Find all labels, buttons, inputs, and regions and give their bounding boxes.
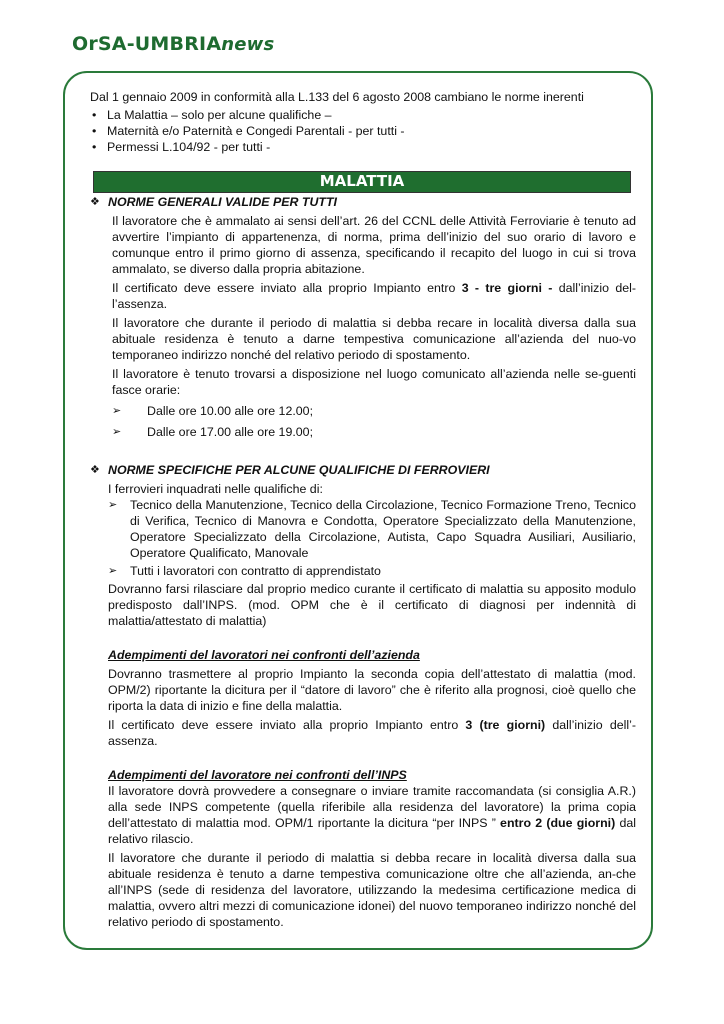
arrow-bullet-icon: ➢ [112, 405, 122, 417]
azienda-heading: Adempimenti del lavoratori nei confronti dell’azienda [108, 648, 420, 662]
general-paragraph: Il lavoratore che durante il periodo di malattia si debba recare in località diversa dalla sua abituale residenza è tenuto a darne tempestiva comunicazione all’azienda del nuo-vo temporaneo indirizzo nonché del relativo periodo di spostamento. [112, 316, 636, 362]
arrow-bullet-icon: ➢ [112, 426, 122, 438]
time-slot-text: Dalle ore 10.00 alle ore 12.00; [147, 404, 314, 418]
diamond-bullet-icon: ❖ [90, 464, 100, 476]
general-rules-heading [90, 194, 636, 210]
brand-main: OrSA-UMBRIA [72, 33, 222, 55]
text-span: dall’inizio dell’-assenza. [108, 718, 637, 748]
general-paragraph: Il lavoratore che è ammalato ai sensi dell’art. 26 del CCNL delle Attività Ferroviarie è tenuto ad avvertire l’impianto di appartenenza, di norma, prima dell’inizio del suo orario di lavoro e comunque entro il primo giorno di assenza, specificando il recapito del luogo in cui si trova ammalato, se diverso dalla propria abitazione. [112, 214, 636, 276]
specific-paragraph: Dovranno farsi rilasciare dal proprio medico curante il certificato di malattia su apposito modulo predisposto dall’INPS. (mod. OPM che è il certificato di diagnosi per indennità di malattia/attestato di malattia) [108, 582, 636, 628]
intro-list [90, 107, 636, 155]
general-paragraph [112, 280, 636, 312]
inps-paragraph: Il lavoratore che durante il periodo di malattia si debba recare in località diversa dalla sua abituale residenza è tenuto a darne tempestiva comunicazione oltre che all’azienda, an-che all’INPS (sede di residenza del lavoratore, utilizzando la medesima certificazione medica di malattia, ovvero altri mezzi di comunicazione idonei) del nuovo temporaneo indirizzo nonché del relativo periodo di spostamento. [108, 851, 636, 929]
general-paragraph: Il lavoratore è tenuto trovarsi a disposizione nel luogo comunicato all’azienda nelle se-guenti fasce orarie: [112, 367, 636, 397]
specific-rules-block [90, 481, 636, 930]
time-slot-text: Dalle ore 17.00 alle ore 19.00; [147, 425, 314, 439]
intro-bullet: • Maternità e/o Paternità e Congedi Parentali - per tutti - [90, 123, 636, 139]
deadline-bold: entro 2 (due giorni) [500, 816, 616, 830]
specific-rules-heading [90, 462, 636, 478]
specific-intro: I ferrovieri inquadrati nelle qualifiche di: [108, 482, 323, 496]
text-span: dal relativo rilascio. [108, 816, 636, 846]
general-rules-title: NORME GENERALI VALIDE PER TUTTI [108, 195, 338, 209]
arrow-bullet-icon: ➢ [108, 565, 118, 577]
qualification-item [108, 563, 636, 579]
text-span: dall’inizio del-l’assenza. [112, 281, 637, 311]
deadline-bold: 3 - tre giorni - [461, 281, 553, 295]
document-body [90, 89, 636, 930]
inps-heading: Adempimenti del lavoratore nei confronti dell’INPS [108, 768, 407, 782]
text-span: Il certificato deve essere inviato alla proprio Impianto entro [112, 281, 462, 295]
intro-bullet: • Permessi L.104/92 - per tutti - [90, 139, 636, 155]
qualification-text: Tutti i lavoratori con contratto di apprendistato [130, 564, 381, 578]
intro-lead: Dal 1 gennaio 2009 in conformità alla L.133 del 6 agosto 2008 cambiano le norme inerenti [90, 90, 584, 104]
inps-paragraph [108, 783, 636, 847]
time-slot-item [112, 424, 636, 440]
azienda-paragraph: Dovranno trasmettere al proprio Impianto la seconda copia dell’attestato di malattia (mod. OPM/2) riportante la dicitura per il “datore di lavoro” che è riferito alla prognosi, cioè quello che riporta la data di inizio e fine della malattia. [108, 667, 636, 713]
qualification-item [108, 497, 636, 561]
diamond-bullet-icon: ❖ [90, 196, 100, 208]
newsletter-logo [72, 33, 274, 55]
azienda-paragraph [108, 717, 636, 749]
arrow-bullet-icon: ➢ [108, 499, 118, 511]
time-slot-item [112, 403, 636, 419]
text-span: Il lavoratore dovrà provvedere a consegnare o inviare tramite raccomandata (si consiglia A.R.) alla sede INPS competente (quella riferibile alla residenza del lavoratore) la prima copia dell’attestato di malattia mod. OPM/1 riportante la dicitura “per INPS ” [108, 784, 636, 830]
brand-italic: news [221, 34, 275, 55]
text-span: Il certificato deve essere inviato alla proprio Impianto entro [108, 718, 466, 732]
deadline-bold: 3 (tre giorni) [465, 718, 546, 732]
qualification-text: Tecnico della Manutenzione, Tecnico della Circolazione, Tecnico Formazione Treno, Tecnico di Verifica, Tecnico di Manovra e Condotta, Operatore Specializzato della Manutenzione, Operatore Specializzato della Circolazione, Autista, Capo Squadra Ausiliari, Ausiliario, Operatore Qualificato, Manovale [130, 498, 636, 560]
section-banner: MALATTIA [93, 171, 631, 193]
intro-bullet: • La Malattia – solo per alcune qualifiche – [90, 107, 636, 123]
specific-rules-title: NORME SPECIFICHE PER ALCUNE QUALIFICHE DI FERROVIERI [108, 463, 490, 477]
general-rules-block [90, 213, 636, 440]
